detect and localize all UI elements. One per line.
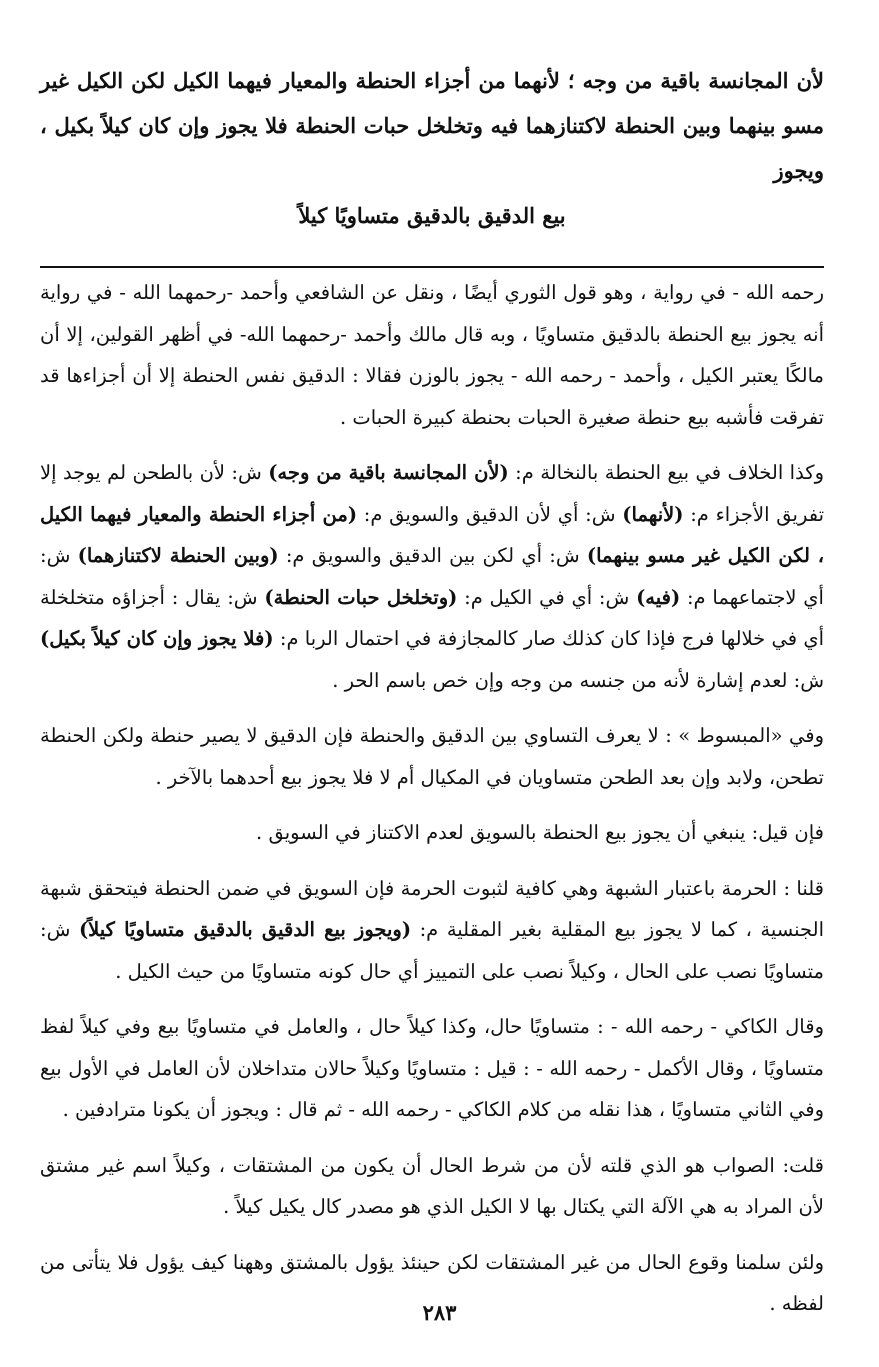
text-run: ش: أي لاجتماعهما م: — [40, 544, 824, 609]
commentary-paragraph — [40, 868, 824, 993]
quoted-text: (ويجوز بيع الدقيق بالدقيق متساويًا كيلاً) — [78, 918, 412, 941]
quoted-text: (فيه) — [636, 585, 681, 609]
commentary-paragraph: ولئن سلمنا وقوع الحال من غير المشتقات لكن حينئذ يؤول بالمشتق وههنا كيف يؤول فلا يتأتى من لفظه . — [40, 1250, 824, 1315]
main-text-last-line: بيع الدقيق بالدقيق متساويًا كيلاً — [298, 203, 566, 228]
commentary-paragraph: وفي «المبسوط » : لا يعرف التساوي بين الدقيق والحنطة فإن الدقيق لا يصير حنطة ولكن الحنطة تطحن، ولابد وإن بعد الطحن متساويان في المكيال أم لا فلا يجوز بيع أحدهما بالآخر . — [40, 724, 824, 789]
text-run: وكذا الخلاف في بيع الحنطة بالنخالة م: — [508, 461, 824, 484]
text-run: ش: لأن بالطحن لم يوجد إلا تفريق الأجزاء م: — [40, 461, 824, 526]
text-run: ش: أي لأن الدقيق والسويق م: — [357, 502, 623, 526]
commentary — [40, 272, 824, 1325]
main-text — [40, 58, 824, 238]
quoted-text: (وتخلخل حبات الحنطة) — [264, 585, 458, 609]
commentary-paragraph: قلت: الصواب هو الذي قلته لأن من شرط الحال أن يكون من المشتقات ، وكيلاً اسم غير مشتق لأن المراد به هي الآلة التي يكتال بها لا الكيل الذي هو مصدر كال يكيل كيلاً . — [40, 1153, 824, 1218]
quoted-text: (لأن المجانسة باقية من وجه) — [268, 461, 509, 484]
quoted-text: (فلا يجوز وإن كان كيلاً بكيل) — [40, 627, 274, 650]
commentary-paragraph — [40, 452, 824, 701]
text-run: قلنا : الحرمة باعتبار الشبهة وهي كافية لثبوت الحرمة فإن السويق في ضمن الحنطة فيتحقق شبهة الجنسية ، كما لا يجوز بيع المقلية بغير المقلية م: — [40, 876, 824, 941]
main-text-line: لأن المجانسة باقية من وجه ؛ لأنهما من أجزاء الحنطة والمعيار فيهما الكيل لكن الكيل غير مسو بينهما وبين الحنطة لاكتنازهما فيه وتخلخل حبات الحنطة فلا يجوز وإن كان كيلاً بكيل ، ويجوز — [40, 68, 824, 183]
text-run: ش: لعدم إشارة لأنه من جنسه من وجه وإن خص باسم الحر . — [332, 668, 824, 692]
page-number: ٢٨٣ — [422, 1300, 457, 1325]
footnote-divider — [40, 266, 824, 268]
text-run: ش: أي لكن بين الدقيق والسويق م: — [278, 544, 587, 567]
commentary-paragraph: وقال الكاكي - رحمه الله - : متساويًا حال، وكذا كيلاً حال ، والعامل في متساويًا بيع وفي كيلاً لفظ متساويًا ، وقال الأكمل - رحمه الله - : قيل : متساويًا وكيلاً حالان متداخلان لأن العامل في الأول بيع وفي الثاني متساويًا ، هذا نقله من كلام الكاكي - رحمه الله - ثم قال : ويجوز أن يكونا مترادفين . — [40, 1015, 824, 1121]
commentary-paragraph: فإن قيل: ينبغي أن يجوز بيع الحنطة بالسويق لعدم الاكتناز في السويق . — [256, 821, 824, 844]
text-run: ش: أي في الكيل م: — [457, 585, 637, 609]
page-body — [40, 58, 824, 1333]
text-run: ش: يقال : أجزاؤه متخلخلة أي في خلالها فرج فإذا كان كذلك صار كالمجازفة في احتمال الربا م: — [40, 585, 825, 650]
commentary-paragraph: رحمه الله - في رواية ، وهو قول الثوري أيضًا ، ونقل عن الشافعي وأحمد -رحمهما الله - في رواية أنه يجوز بيع الحنطة بالدقيق متساويًا ، وبه قال مالك وأحمد -رحمهما الله- في أظهر القولين، إلا أن مالكًا يعتبر الكيل ، وأحمد - رحمه الله - يجوز بالوزن فقالا : الدقيق نفس الحنطة إلا أن أجزاءها قد تفرقت فأشبه بيع حنطة صغيرة الحبات بحنطة كبيرة الحبات . — [40, 281, 824, 429]
text-run: ش: متساويًا نصب على الحال ، وكيلاً نصب على التمييز أي حال كونه متساويًا من حيث الكيل . — [40, 918, 824, 983]
quoted-text: (وبين الحنطة لاكتنازهما) — [77, 544, 279, 567]
quoted-text: (لأنهما) — [622, 502, 684, 526]
quoted-text: (من أجزاء الحنطة والمعيار فيهما الكيل ، لكن الكيل غير مسو بينهما) — [40, 502, 824, 567]
